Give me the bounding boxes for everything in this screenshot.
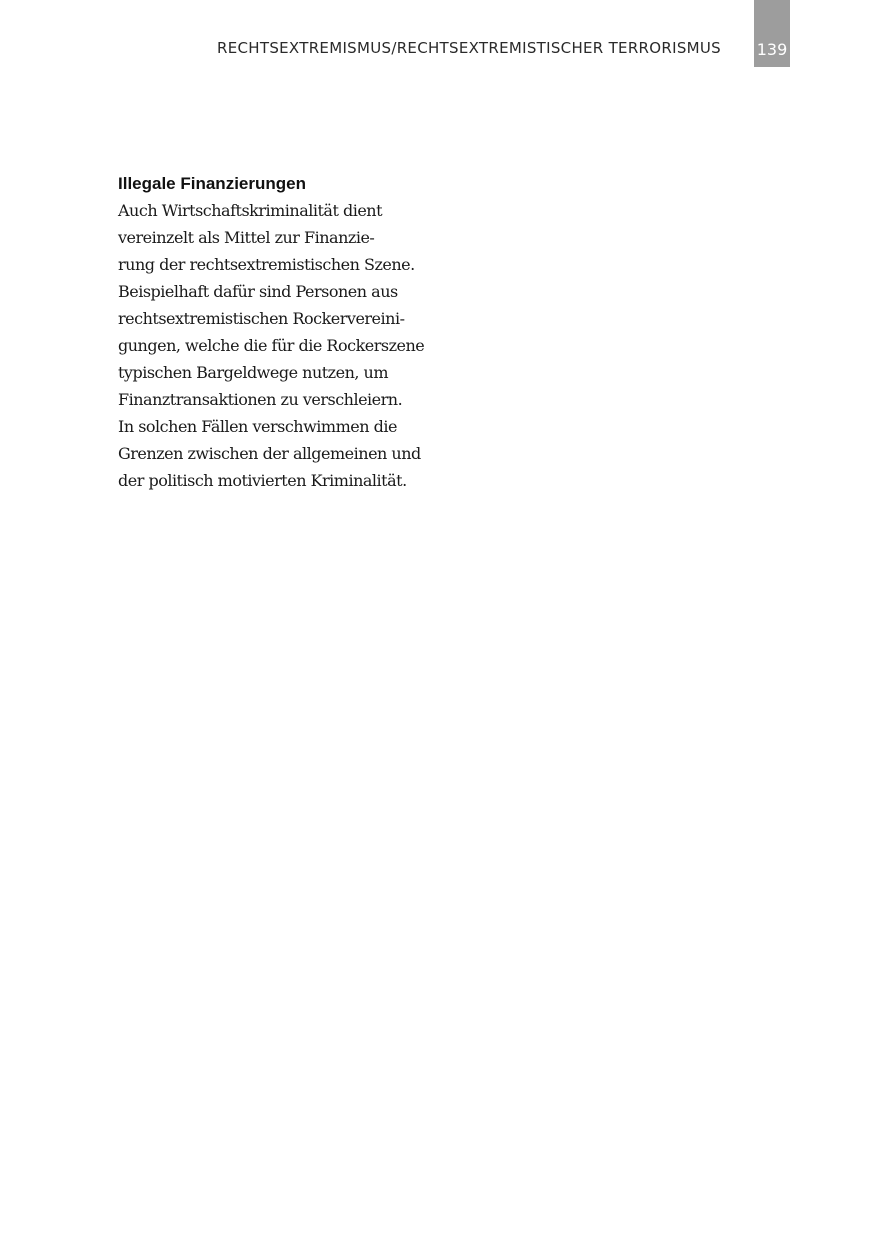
body-line: Grenzen zwischen der allgemeinen und: [118, 444, 421, 463]
body-line: rechtsextremistischen Rockervereini-: [118, 309, 405, 328]
body-line: Auch Wirtschaftskriminalität dient: [118, 201, 383, 220]
section-content: [118, 170, 448, 494]
page-number-tab: [754, 0, 790, 67]
body-line: gungen, welche die für die Rockerszene: [118, 336, 425, 355]
section-body: [118, 197, 448, 494]
body-line: vereinzelt als Mittel zur Finanzie-: [118, 228, 375, 247]
body-line: der politisch motivierten Kriminalität.: [118, 471, 407, 490]
section-heading: Illegale Finanzierungen: [118, 174, 306, 193]
body-line: rung der rechtsextremistischen Szene.: [118, 255, 415, 274]
running-header: RECHTSEXTREMISMUS/RECHTSEXTREMISTISCHER TERRORISMUS: [217, 39, 721, 57]
body-line: In solchen Fällen verschwimmen die: [118, 417, 397, 436]
body-line: Beispielhaft dafür sind Personen aus: [118, 282, 398, 301]
page-number: 139: [756, 40, 788, 59]
body-line: typischen Bargeldwege nutzen, um: [118, 363, 389, 382]
body-line: Finanztransaktionen zu verschleiern.: [118, 390, 403, 409]
